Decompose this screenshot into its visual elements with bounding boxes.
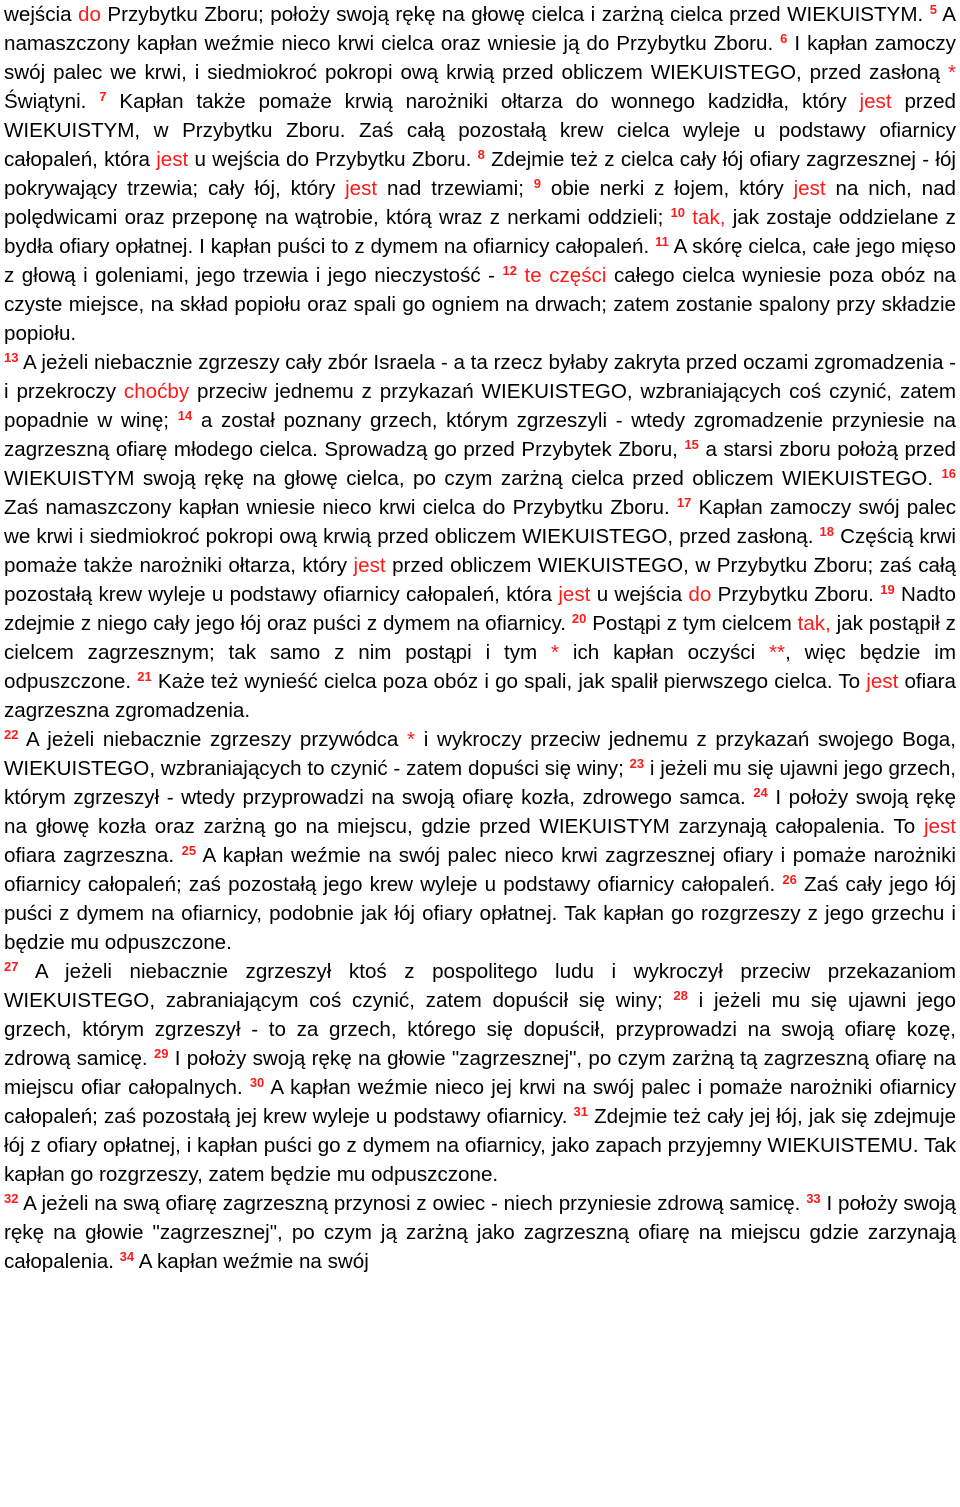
verse-text: przeciw jednemu z przykazań WIEKUISTEGO, wzbraniających coś czynić, zatem popadnie w winę;: [4, 380, 956, 432]
verse-text: ofiara zagrzeszna.: [4, 844, 182, 867]
verse-text: nad trzewiami;: [377, 177, 534, 200]
inserted-word: tak,: [692, 206, 726, 229]
verse-number: 31: [573, 1104, 588, 1119]
verse-text: Przybytku Zboru; położy swoją rękę na głowę cielca i zarżną cielca przed WIEKUISTYM.: [100, 3, 930, 26]
inserted-word: *: [551, 641, 560, 664]
verse-text: Świątyni.: [4, 90, 100, 113]
verse-number: 11: [655, 234, 669, 249]
verse-paragraph: [4, 0, 956, 348]
inserted-word: choćby: [123, 380, 190, 403]
verse-number: 25: [181, 843, 197, 858]
verse-text: A jeżeli niebacznie zgrzeszył ktoś z pospolitego ludu i wykroczył przeciw przekazaniom WIEKUISTEGO, zabraniającym coś czynić, zatem dopuścił się winy;: [4, 960, 956, 1012]
verse-text: Zdejmie też cały jej łój, jak się zdejmuje łój z ofiary opłatnej, i kapłan puści go z dymem na ofiarnicy, jako zapach przyjemny WIEKUISTEMU. Tak kapłan go rozgrzeszy, zatem będzie mu odpuszczone.: [4, 1105, 957, 1186]
verse-text: przed WIEKUISTYM, w Przybytku Zboru. Zaś całą pozostałą krew cielca wyleje u podstawy ofiarnicy całopaleń, która: [4, 90, 956, 171]
verse-number: 5: [929, 2, 937, 17]
verse-number: 33: [806, 1191, 821, 1206]
verse-number: 15: [684, 437, 699, 452]
verse-text: całego cielca wyniesie poza obóz na czyste miejsce, na skład popiołu oraz spali go ogniem na drwach; zatem zostanie spalony przy składzie popiołu.: [4, 264, 956, 345]
inserted-word: **: [769, 641, 786, 664]
inserted-word: jest: [558, 583, 591, 606]
verse-text: Nadto zdejmie z niego cały jego łój oraz puści z dymem na ofiarnicy.: [4, 583, 957, 635]
verse-number: 6: [780, 31, 788, 46]
inserted-word: te części: [524, 264, 607, 287]
verse-number: 7: [99, 89, 107, 104]
verse-number: 13: [4, 350, 19, 365]
verse-text: u wejścia do Przybytku Zboru.: [188, 148, 478, 171]
verse-text: Przybytku Zboru.: [711, 583, 881, 606]
inserted-word: jest: [859, 90, 892, 113]
inserted-word: do: [688, 583, 712, 606]
verse-number: 28: [673, 988, 688, 1003]
verse-text: Zdejmie też z cielca cały łój ofiary zagrzesznej - łój pokrywający trzewia; cały łój, który: [4, 148, 956, 200]
verse-text: I położy swoją rękę na głowie "zagrzesznej", po czym ją zarżną jako zagrzeszną ofiarę na miejscu gdzie zarzynają całopalenia.: [4, 1192, 956, 1273]
verse-number: 27: [4, 959, 19, 974]
verse-number: 18: [819, 524, 835, 539]
inserted-word: jest: [345, 177, 378, 200]
inserted-word: jest: [923, 815, 956, 838]
verse-number: 10: [670, 205, 686, 220]
verse-text: i jeżeli mu się ujawni jego grzech, którym zgrzeszył - to za grzech, którego się dopuścił, przyprowadzi na swoją ofiarę kozę, zdrową samicę.: [4, 989, 957, 1070]
inserted-word: jest: [793, 177, 826, 200]
verse-text: Postąpi z tym cielcem: [586, 612, 798, 635]
verse-text: ofiara zagrzeszna zgromadzenia.: [4, 670, 956, 722]
verse-number: 14: [177, 408, 193, 423]
verse-text: u wejścia: [590, 583, 689, 606]
verse-number: 9: [533, 176, 542, 191]
verse-text: Zaś cały jego łój puści z dymem na ofiarnicy, podobnie jak łój ofiary opłatnej. Tak kapłan go rozgrzeszy z jego grzechu i będzie mu odpuszczone.: [4, 873, 956, 954]
verse-number: 30: [249, 1075, 265, 1090]
verse-text: , więc będzie im odpuszczone.: [4, 641, 956, 693]
inserted-word: tak,: [797, 612, 831, 635]
verse-number: 19: [880, 582, 895, 597]
inserted-word: *: [947, 61, 956, 84]
verse-number: 22: [4, 727, 19, 742]
verse-number: 8: [477, 147, 485, 162]
verse-text: a został poznany grzech, którym zgrzeszyli - wtedy zgromadzenie przyniesie na zagrzeszną ofiarę młodego cielca. Sprowadzą go przed Przybytek Zboru,: [4, 409, 957, 461]
verse-number: 26: [782, 872, 797, 887]
verse-text: jak zostaje oddzielane z bydła ofiary opłatnej. I kapłan puści to z dymem na ofiarnicy całopaleń.: [4, 206, 956, 258]
verse-text: a starsi zboru położą przed WIEKUISTYM swoją rękę na głowę cielca, po czym zarżną cielca przed obliczem WIEKUISTEGO.: [4, 438, 956, 490]
verse-text: Zaś namaszczony kapłan wniesie nieco krwi cielca do Przybytku Zboru.: [4, 496, 677, 519]
verse-text: obie nerki z łojem, który: [541, 177, 794, 200]
verse-paragraph: [4, 348, 956, 725]
verse-text: [517, 264, 525, 287]
verse-text: A skórę cielca, całe jego mięso z głową i goleniami, jego trzewia i jego nieczystość -: [4, 235, 957, 287]
verse-number: 29: [153, 1046, 169, 1061]
verse-number: 24: [753, 785, 768, 800]
verse-number: 12: [502, 263, 518, 278]
verse-text: I kapłan zamoczy swój palec we krwi, i siedmiokroć pokropi ową krwią przed obliczem WIEKUISTEGO, przed zasłoną: [4, 32, 956, 84]
verse-text: na nich, nad polędwicami oraz przeponę na wątrobie, którą wraz z nerkami oddzieli;: [4, 177, 956, 229]
verse-text: Częścią krwi pomaże także narożniki ołtarza, który: [4, 525, 956, 577]
inserted-word: *: [407, 728, 416, 751]
inserted-word: jest: [156, 148, 189, 171]
verse-number: 16: [941, 466, 956, 481]
verse-paragraph: [4, 1189, 956, 1276]
verse-paragraph: [4, 725, 956, 957]
inserted-word: jest: [353, 554, 386, 577]
verse-text: I położy swoją rękę na głowie "zagrzesznej", po czym zarżną tą zagrzeszną ofiarę na miejscu ofiar całopalnych.: [4, 1047, 956, 1099]
verse-text: A jeżeli niebacznie zgrzeszy przywódca: [18, 728, 408, 751]
verse-text: Kapłan także pomaże krwią narożniki ołtarza do wonnego kadzidła, który: [106, 90, 860, 113]
verse-text: A jeżeli na swą ofiarę zagrzeszną przynosi z owiec - niech przyniesie zdrową samicę.: [18, 1192, 807, 1215]
verse-text: Kapłan zamoczy swój palec we krwi i siedmiokroć pokropi ową krwią przed obliczem WIEKUISTEGO, przed zasłoną.: [4, 496, 956, 548]
inserted-word: jest: [866, 670, 899, 693]
verse-number: 17: [676, 495, 692, 510]
verse-text: Każe też wynieść cielca poza obóz i go spali, jak spalił pierwszego cielca. To: [151, 670, 867, 693]
verse-text: jak postąpił z cielcem zagrzesznym; tak samo z nim postąpi i tym: [4, 612, 956, 664]
verse-number: 20: [571, 611, 587, 626]
verse-number: 34: [119, 1249, 135, 1264]
verse-text: A namaszczony kapłan weźmie nieco krwi cielca oraz wniesie ją do Przybytku Zboru.: [4, 3, 957, 55]
verse-text: i wykroczy przeciw jednemu z przykazań swojego Boga, WIEKUISTEGO, wzbraniających to czynić - zatem dopuści się winy;: [4, 728, 956, 780]
verse-number: 32: [4, 1191, 19, 1206]
verse-text: i jeżeli mu się ujawni jego grzech, którym zgrzeszył - wtedy przyprowadzi na swoją ofiarę kozła, zdrowego samca.: [4, 757, 957, 809]
verse-text: A kapłan weźmie nieco jej krwi na swój palec i pomaże narożniki ofiarnicy całopaleń; zaś pozostałą jej krew wyleje u podstawy ofiarnicy.: [4, 1076, 957, 1128]
inserted-word: do: [78, 3, 101, 26]
verse-text: I położy swoją rękę na głowę kozła oraz zarżną go na miejscu, gdzie przed WIEKUISTYM zarzynają całopalenia. To: [4, 786, 956, 838]
verse-paragraph: [4, 957, 956, 1189]
verse-number: 21: [137, 669, 152, 684]
verse-number: 23: [629, 756, 645, 771]
verse-text: A kapłan weźmie na swój: [134, 1250, 369, 1273]
verse-text: ich kapłan oczyści: [559, 641, 770, 664]
verse-text: A jeżeli niebacznie zgrzeszy cały zbór Israela - a ta rzecz byłaby zakryta przed oczami zgromadzenia - i przekroczy: [4, 351, 956, 403]
verse-text: wejścia: [4, 3, 78, 26]
verse-text: przed obliczem WIEKUISTEGO, w Przybytku Zboru; zaś całą pozostałą krew wyleje u podstawy ofiarnicy całopaleń, która: [4, 554, 956, 606]
verse-text: A kapłan weźmie na swój palec nieco krwi zagrzesznej ofiary i pomaże narożniki ofiarnicy całopaleń; zaś pozostałą jego krew wyleje u podstawy ofiarnicy całopaleń.: [4, 844, 956, 896]
